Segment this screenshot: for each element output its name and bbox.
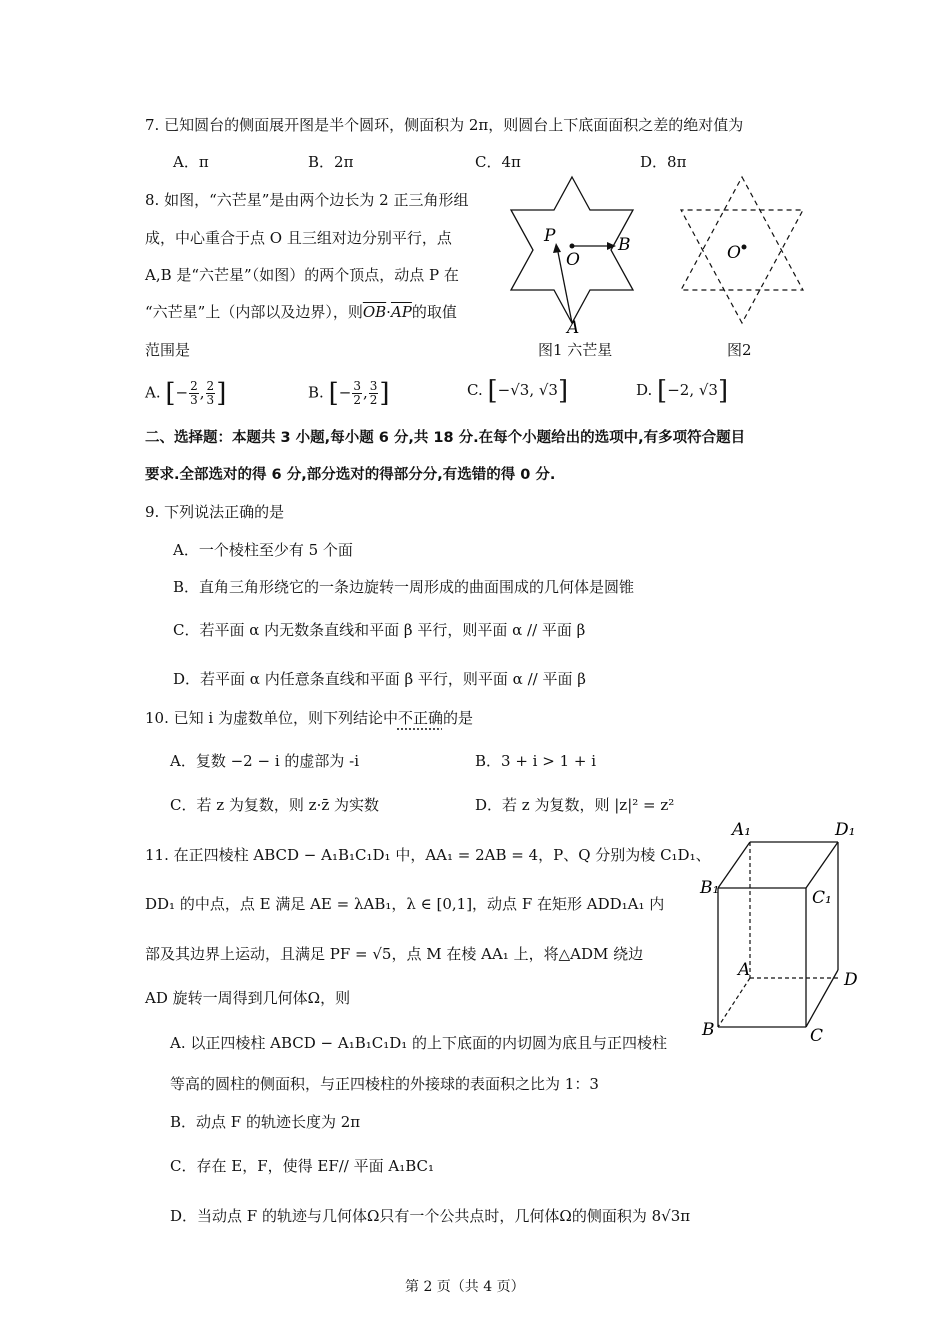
q7-option-a: A．π — [173, 153, 209, 171]
label-d1: D₁ — [835, 820, 856, 840]
q8-option-b-letter: B. — [308, 383, 324, 402]
q7-option-c: C．4π — [475, 153, 521, 171]
q8-line-4-tail: 的取值 — [411, 303, 457, 321]
vector-ap: $\overline{AP}$ — [390, 303, 412, 321]
q7-stem: 7. 已知圆台的侧面展开图是半个圆环，侧面积为 2π，则圆台上下底面面积之差的绝对值为 — [145, 116, 744, 134]
q10-option-d: D．若 z 为复数，则 |z|² = z² — [475, 796, 675, 814]
q8-option-d-text: −2, √3 — [667, 381, 718, 399]
vector-ob: $\overline{OB}$ — [362, 303, 387, 321]
prism-figure — [700, 815, 865, 1050]
label-a: A — [738, 960, 751, 980]
hexagram-figure-2 — [675, 175, 810, 335]
q8-line-4-text: “六芒星”上（内部以及边界），则 — [145, 303, 363, 321]
q8-line-4 — [145, 302, 457, 322]
q9-option-a: A．一个棱柱至少有 5 个面 — [173, 541, 353, 559]
label-b1: B₁ — [700, 878, 720, 898]
q8-line-1: 8. 如图，“六芒星”是由两个边长为 2 正三角形组 — [145, 191, 469, 209]
figure-1-caption: 图1 六芒星 — [538, 341, 613, 359]
q11-option-a-line-1: A. 以正四棱柱 ABCD − A₁B₁C₁D₁ 的上下底面的内切圆为底且与正四棱柱 — [170, 1034, 668, 1052]
q11-option-c: C．存在 E，F，使得 EF// 平面 A₁BC₁ — [170, 1157, 435, 1175]
q9-option-d: D．若平面 α 内任意条直线和平面 β 平行，则平面 α // 平面 β — [173, 670, 586, 688]
q8-option-d-letter: D. — [636, 381, 653, 399]
q9-option-c: C．若平面 α 内无数条直线和平面 β 平行，则平面 α // 平面 β — [173, 621, 586, 639]
q8-option-a: A. [− $\frac{2}{3}$ , $\frac{2}{3}$ ] — [145, 378, 227, 409]
q8-option-b: B. [− $\frac{3}{2}$ , $\frac{3}{2}$ ] — [308, 378, 390, 409]
q10-option-c: C．若 z 为复数，则 z·z̄ 为实数 — [170, 796, 380, 814]
q7-option-b: B．2π — [308, 153, 354, 171]
q11-line-4: AD 旋转一周得到几何体Ω，则 — [145, 989, 351, 1007]
page-footer: 第 2 页（共 4 页） — [405, 1279, 525, 1295]
section-2-line-1: 二、选择题：本题共 3 小题,每小题 6 分,共 18 分.在每个小题给出的选项中,有多项符合题目 — [145, 430, 746, 446]
q8-line-2: 成，中心重合于点 O 且三组对边分别平行，点 — [145, 229, 452, 247]
label-p: P — [544, 226, 556, 246]
q10-stem-post: 的是 — [442, 709, 473, 727]
label-b: B — [618, 235, 631, 255]
q8-option-c-letter: C. — [467, 381, 483, 399]
q10-option-a: A．复数 −2 − i 的虚部为 -i — [170, 752, 360, 770]
q11-line-2: DD₁ 的中点，点 E 满足 AE = λAB₁，λ ∈ [0,1]，动点 F 在矩形 ADD₁A₁ 内 — [145, 895, 665, 913]
q8-line-3: A,B 是“六芒星”（如图）的两个顶点，动点 P 在 — [145, 266, 459, 284]
q11-option-b: B．动点 F 的轨迹长度为 2π — [170, 1113, 361, 1131]
q11-line-1: 11. 在正四棱柱 ABCD − A₁B₁C₁D₁ 中，AA₁ = 2AB = 4，P、Q 分别为棱 C₁D₁、 — [145, 846, 711, 864]
label-c1: C₁ — [812, 888, 832, 908]
q11-option-a-line-2: 等高的圆柱的侧面积，与正四棱柱的外接球的表面积之比为 1：3 — [170, 1075, 599, 1093]
q10-stem-pre: 10. 已知 i 为虚数单位，则下列结论中 — [145, 709, 398, 727]
q8-line-5: 范围是 — [145, 341, 191, 359]
q8-option-c: C. [−√3, √3] — [467, 376, 569, 406]
dashed-triangle-down — [681, 210, 803, 323]
label-c: C — [810, 1026, 824, 1046]
q10-stem-emphasis: 不正确 — [397, 709, 443, 727]
figure-2-caption: 图2 — [727, 341, 752, 359]
dot-operator: · — [386, 303, 391, 321]
q8-option-d: D. [−2, √3] — [636, 376, 729, 406]
q8-option-c-text: −√3, √3 — [497, 381, 558, 399]
label-a: A — [567, 318, 580, 338]
label-b: B — [702, 1020, 715, 1040]
center-point-o — [742, 245, 747, 250]
label-a1: A₁ — [732, 820, 752, 840]
hexagram-figure-1 — [505, 175, 640, 338]
section-2-line-2: 要求.全部选对的得 6 分,部分选对的得部分分,有选错的得 0 分. — [145, 467, 556, 483]
label-d: D — [844, 970, 858, 990]
q10-stem — [145, 708, 473, 728]
dashed-triangle-up — [681, 177, 803, 290]
q8-option-a-letter: A. — [145, 383, 161, 402]
q9-stem: 9. 下列说法正确的是 — [145, 503, 285, 521]
q7-option-d: D．8π — [640, 153, 687, 171]
q11-option-d: D．当动点 F 的轨迹与几何体Ω只有一个公共点时，几何体Ω的侧面积为 8√3π — [170, 1207, 691, 1225]
q11-line-3: 部及其边界上运动，且满足 PF = √5，点 M 在棱 AA₁ 上，将△ADM 绕边 — [145, 945, 644, 963]
label-o: O — [566, 250, 580, 270]
label-o: O — [727, 243, 741, 263]
q10-option-b: B．3 + i > 1 + i — [475, 752, 597, 770]
q9-option-b: B．直角三角形绕它的一条边旋转一周形成的曲面围成的几何体是圆锥 — [173, 578, 635, 596]
